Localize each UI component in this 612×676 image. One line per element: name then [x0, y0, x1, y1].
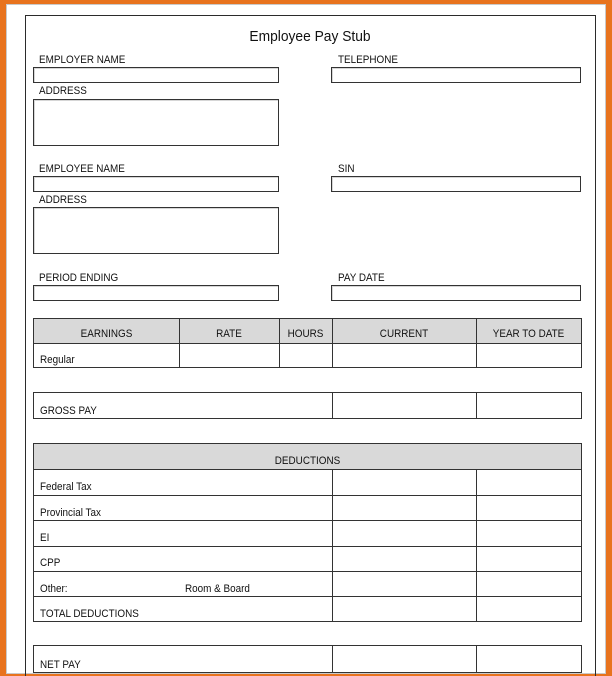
deductions-header: DEDUCTIONS [274, 455, 341, 467]
net-pay-current-cell[interactable] [333, 646, 476, 672]
ei-label: EI [40, 532, 50, 544]
total-deductions-ytd-cell[interactable] [477, 597, 581, 621]
cpp-ytd-cell[interactable] [477, 547, 581, 571]
cpp-label: CPP [40, 557, 61, 569]
total-deductions-label: TOTAL DEDUCTIONS [40, 608, 139, 620]
gross-pay-row [33, 392, 582, 419]
other-label: Other: [40, 583, 68, 595]
gross-pay-current-cell[interactable] [333, 393, 476, 418]
other-current-cell[interactable] [333, 572, 476, 596]
employee-address-label: ADDRESS [39, 194, 87, 206]
net-pay-ytd-cell[interactable] [477, 646, 581, 672]
employer-address-label: ADDRESS [39, 85, 87, 97]
provincial-tax-label: Provincial Tax [40, 507, 101, 519]
earnings-table [33, 318, 582, 368]
other-ytd-cell[interactable] [477, 572, 581, 596]
current-col-header: CURRENT [379, 328, 429, 340]
earnings-col-header: EARNINGS [80, 328, 133, 340]
rate-col-header: RATE [216, 328, 242, 340]
total-deductions-current-cell[interactable] [333, 597, 476, 621]
gross-pay-label: GROSS PAY [40, 405, 97, 417]
gross-pay-ytd-cell[interactable] [477, 393, 581, 418]
regular-ytd-cell[interactable] [477, 344, 581, 367]
regular-label: Regular [40, 354, 75, 366]
cpp-current-cell[interactable] [333, 547, 476, 571]
ei-ytd-cell[interactable] [477, 521, 581, 546]
period-ending-label: PERIOD ENDING [39, 272, 119, 284]
deductions-table [33, 443, 582, 622]
employer-address-field[interactable] [33, 99, 279, 146]
provincial-tax-ytd-cell[interactable] [477, 496, 581, 520]
other-detail-label: Room & Board [185, 583, 250, 595]
pay-stub-form [25, 15, 596, 676]
employee-address-field[interactable] [33, 207, 279, 254]
hours-col-header: HOURS [287, 328, 324, 340]
federal-tax-current-cell[interactable] [333, 470, 476, 495]
provincial-tax-current-cell[interactable] [333, 496, 476, 520]
net-pay-label: NET PAY [40, 659, 81, 671]
federal-tax-label: Federal Tax [40, 481, 92, 493]
form-title: Employee Pay Stub [249, 28, 371, 45]
federal-tax-ytd-cell[interactable] [477, 470, 581, 495]
sin-field[interactable] [331, 176, 581, 192]
telephone-label: TELEPHONE [338, 54, 398, 66]
pay-date-field[interactable] [331, 285, 581, 301]
net-pay-row [33, 645, 582, 673]
employee-name-label: EMPLOYEE NAME [39, 163, 125, 175]
employer-name-label: EMPLOYER NAME [39, 54, 126, 66]
telephone-field[interactable] [331, 67, 581, 83]
regular-hours-cell[interactable] [280, 344, 332, 367]
period-ending-field[interactable] [33, 285, 279, 301]
employer-name-field[interactable] [33, 67, 279, 83]
employee-name-field[interactable] [33, 176, 279, 192]
ei-current-cell[interactable] [333, 521, 476, 546]
regular-rate-cell[interactable] [180, 344, 279, 367]
pay-date-label: PAY DATE [338, 272, 385, 284]
sin-label: SIN [338, 163, 355, 175]
regular-current-cell[interactable] [333, 344, 476, 367]
pay-stub-page [6, 4, 606, 674]
ytd-col-header: YEAR TO DATE [492, 328, 565, 340]
